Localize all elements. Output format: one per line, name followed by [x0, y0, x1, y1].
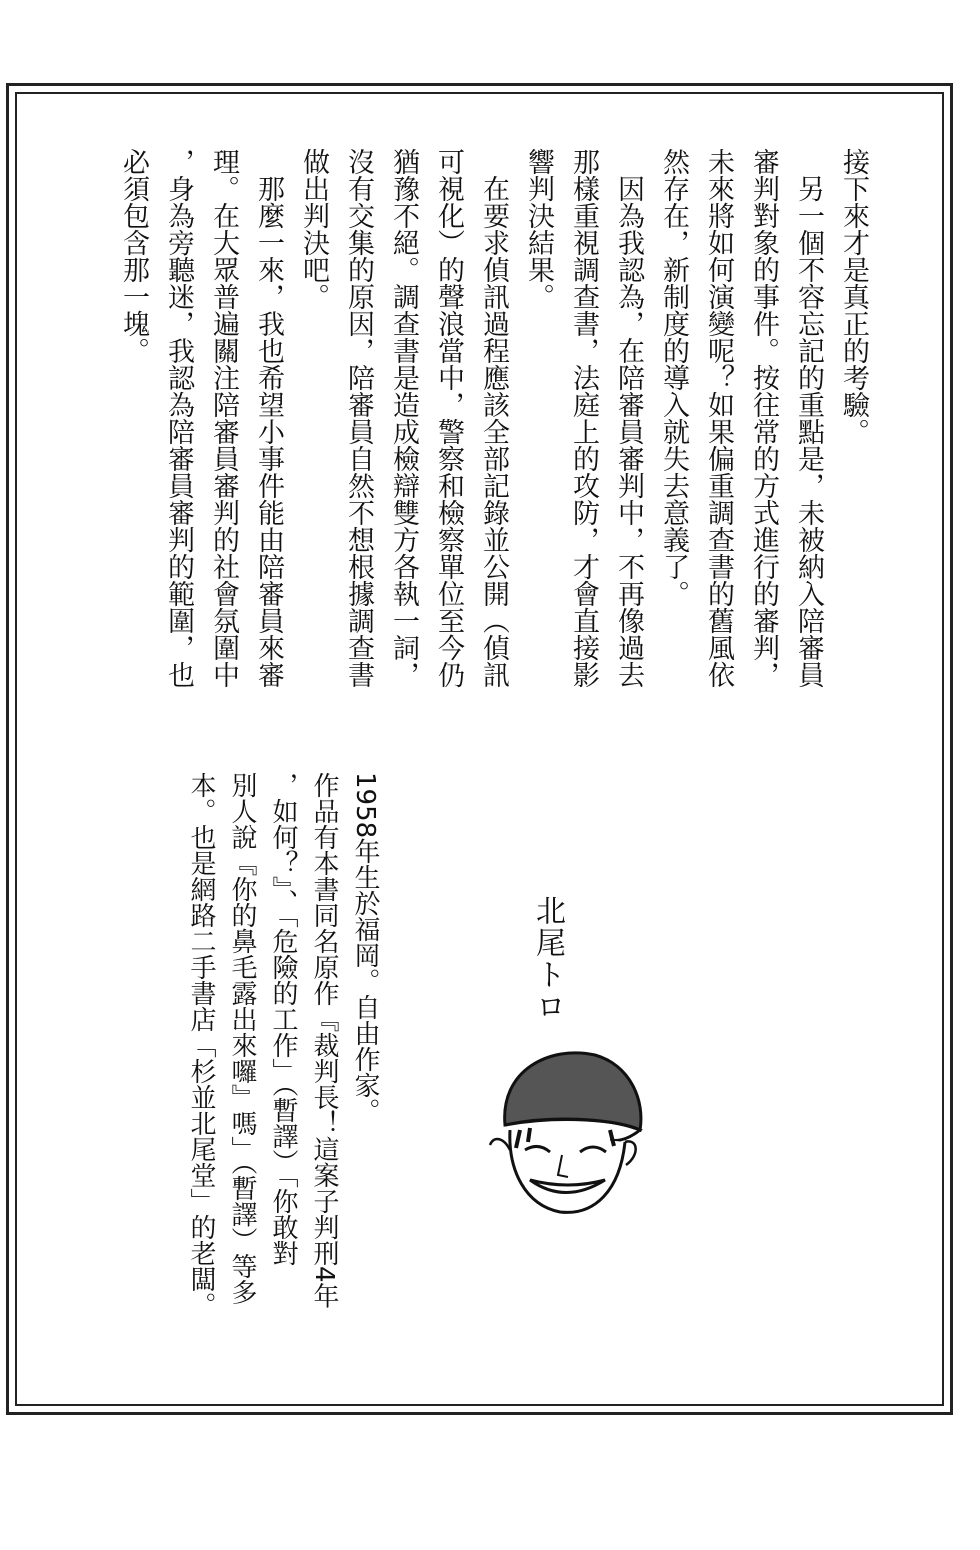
- text-column: 必須包含那一塊。: [118, 148, 149, 364]
- author-bio: [180, 772, 385, 1372]
- text-column: 沒有交集的原因，陪審員自然不想根據調查書: [343, 148, 374, 688]
- article-body: [111, 148, 876, 708]
- bio-column: 別人說『你的鼻毛露出來囉』嗎」（暫譯）等多: [227, 772, 257, 1305]
- bio-column: 本。也是網路二手書店「杉並北尾堂」的老闆。: [186, 772, 216, 1318]
- text-column: 響判決結果。: [523, 148, 554, 310]
- text-column: 接下來才是真正的考驗。: [838, 148, 869, 445]
- text-column: 那麼一來，我也希望小事件能由陪審員來審: [253, 175, 284, 688]
- text-column: 未來將如何演變呢？如果偏重調查書的舊風依: [703, 148, 734, 688]
- text-column: 做出判決吧。: [298, 148, 329, 310]
- bio-column: 作品有本書同名原作『裁判長！這案子判刑4年: [309, 772, 339, 1309]
- author-name: 北尾トロ: [530, 895, 565, 1023]
- bio-column: ，如何？』、「危險的工作」（暫譯）「你敢對: [268, 772, 298, 1266]
- author-portrait-illustration: [480, 1030, 650, 1220]
- bio-column: 1958年生於福岡。自由作家。: [350, 772, 380, 1125]
- text-column: 審判對象的事件。按往常的方式進行的審判，: [748, 148, 779, 688]
- text-column: 猶豫不絕。調查書是造成檢辯雙方各執一詞，: [388, 148, 419, 688]
- text-column: 理。在大眾普遍關注陪審員審判的社會氛圍中: [208, 148, 239, 688]
- text-column: 在要求偵訊過程應該全部記錄並公開（偵訊: [478, 175, 509, 688]
- text-column: 另一個不容忘記的重點是，未被納入陪審員: [793, 175, 824, 688]
- text-column: 然存在，新制度的導入就失去意義了。: [658, 148, 689, 607]
- text-column: 那樣重視調查書，法庭上的攻防，才會直接影: [568, 148, 599, 688]
- text-column: 因為我認為，在陪審員審判中，不再像過去: [613, 175, 644, 688]
- text-column: ，身為旁聽迷，我認為陪審員審判的範圍，也: [163, 148, 194, 688]
- text-column: 可視化）的聲浪當中，警察和檢察單位至今仍: [433, 148, 464, 688]
